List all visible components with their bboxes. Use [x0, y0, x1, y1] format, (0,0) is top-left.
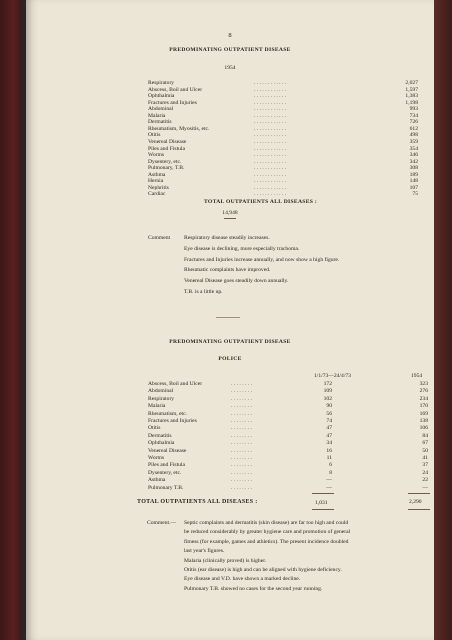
leader-dots: . . . . . . . .: [231, 484, 252, 491]
leader-dots: . . . . . . . .: [231, 381, 252, 387]
section2-total-label: TOTAL OUTPATIENTS ALL DISEASES :: [137, 499, 258, 505]
table-row-label: Hernia: [148, 178, 164, 185]
table-cell-col1: 47: [326, 425, 332, 432]
table-row-label: Pulmonary T.B.: [148, 484, 184, 491]
table-row-label: Rheumatism, etc.: [148, 410, 187, 417]
leader-dots: . . . . . . . .: [231, 447, 252, 454]
comment-line: Septic complaints and dermatitis (skin disease) are far too high and could: [184, 520, 349, 526]
section1-total-value: 14,948: [222, 210, 238, 216]
leader-dots: . . . . . . . . . . . .: [254, 184, 287, 191]
table-row-label: Otitis: [148, 132, 161, 139]
table-row-value: 1,198: [405, 99, 418, 106]
table-row-value: 346: [409, 152, 418, 159]
section2-col2-header: 1954: [411, 373, 423, 379]
table-row-label: Dermatitis: [148, 119, 172, 126]
table-row-label: Worms: [148, 455, 165, 461]
table-row-value: 993: [409, 106, 418, 113]
section1-year: 1954: [224, 65, 236, 71]
table-row-value: 75: [412, 191, 418, 198]
table-row-label: Ophthalmia: [148, 440, 175, 447]
comment-line: Fractures and Injuries increase annually, and now show a high figure.: [184, 256, 340, 263]
table-row-label: Venereal Disease: [148, 447, 187, 454]
table-cell-col1: 102: [323, 395, 332, 402]
table-cell-col2: 24: [422, 469, 428, 476]
table-cell-col1: 6: [329, 462, 332, 469]
table-row-label: Dermatitis: [148, 432, 172, 439]
table-row-value: 612: [409, 125, 418, 132]
comment1-label: Comment: [148, 235, 171, 241]
leader-dots: . . . . . . . . . . . .: [254, 106, 287, 113]
leader-dots: . . . . . . . . . . . .: [254, 80, 287, 86]
section2-col1-header: 1/1/73—24/4/73: [314, 373, 351, 379]
comment-line: fitness (for example, games and athletics). The present incidence doubled: [184, 538, 349, 545]
table-cell-col2: 234: [419, 395, 428, 402]
table-cell-col1: 56: [326, 410, 332, 417]
table-row-value: 1,383: [405, 93, 418, 100]
table-row-label: Malaria: [148, 112, 166, 119]
table-row-label: Asthma: [148, 171, 166, 178]
comment-line: Rheumatic complaints have improved.: [184, 267, 271, 274]
table-row-label: Abdominal: [148, 106, 174, 113]
table-row-label: Fractures and Injuries: [148, 99, 197, 106]
table-row-label: Respiratory: [148, 395, 175, 402]
book-edge-right: [434, 0, 452, 640]
table-cell-col1: 34: [326, 440, 332, 447]
comment-line: be reduced considerably by greater hygiene care and promotion of general: [184, 529, 351, 536]
table-row-label: Fractures and Injuries: [148, 418, 197, 424]
table-row-value: 148: [409, 178, 418, 185]
comment-line: Respiratory disease steadily increases.: [184, 235, 270, 241]
comment-line: Otitis (ear disease) is high and can be aligned with hygiene deficiency.: [184, 567, 342, 573]
page-number: 8: [228, 32, 232, 39]
leader-dots: . . . . . . . .: [231, 432, 252, 439]
leader-dots: . . . . . . . .: [231, 403, 252, 410]
section1-title: PREDOMINATING OUTPATIENT DISEASE: [169, 47, 291, 53]
leader-dots: . . . . . . . . . . . .: [254, 165, 287, 172]
comment-line: T.B. is a little up.: [184, 289, 223, 295]
comment-line: Eye disease and V.D. have shown a marked decline.: [184, 576, 301, 583]
leader-dots: . . . . . . . . . . . .: [254, 145, 287, 152]
table-row-label: Abscess, Boil and Ulcer: [148, 86, 203, 93]
leader-dots: . . . . . . . .: [231, 410, 252, 417]
table-cell-col1: 47: [326, 432, 332, 439]
section2-col1-total-rule: [312, 509, 334, 510]
comment-line: Venereal Disease goes steadily down annually.: [184, 278, 289, 285]
leader-dots: . . . . . . . .: [231, 455, 252, 461]
book-edge-left: [0, 0, 22, 640]
table-row-value: 342: [409, 158, 418, 165]
section2-col1-rule: [312, 493, 334, 494]
table-row-value: 2,027: [405, 80, 418, 86]
leader-dots: . . . . . . . . . . . .: [254, 86, 287, 93]
table-row-value: 726: [409, 119, 418, 126]
table-row-value: 359: [409, 138, 418, 145]
comment-line: last year's figures.: [184, 548, 225, 555]
comment-line: Pulmonary T.B. showed no cases for the second year running.: [184, 585, 323, 592]
table-row-label: Dysentery, etc.: [148, 158, 182, 165]
table-cell-col1: 16: [326, 447, 332, 454]
leader-dots: . . . . . . . . . . . .: [254, 93, 287, 100]
leader-dots: . . . . . . . . . . . .: [254, 152, 287, 159]
leader-dots: . . . . . . . .: [231, 395, 252, 402]
table-row-label: Rheumatism, Myositis, etc.: [148, 125, 210, 132]
table-row-label: Abdominal: [148, 388, 174, 395]
table-cell-col2: 37: [422, 462, 428, 469]
section2-title: PREDOMINATING OUTPATIENT DISEASE: [169, 339, 291, 345]
table-row-label: Nephritis: [148, 184, 169, 191]
table-cell-col2: 170: [419, 403, 428, 410]
comment-line: Malaria (clinically proved) is higher.: [184, 557, 267, 564]
table-row-value: 354: [409, 145, 418, 152]
table-row-label: Otitis: [148, 425, 161, 432]
leader-dots: . . . . . . . . . . . .: [254, 191, 287, 198]
table-row-label: Malaria: [148, 403, 166, 410]
table-cell-col1: 74: [326, 418, 332, 424]
leader-dots: . . . . . . . . . . . .: [254, 119, 287, 126]
leader-dots: . . . . . . . . . . . .: [254, 99, 287, 106]
leader-dots: . . . . . . . .: [231, 425, 252, 432]
leader-dots: . . . . . . . . . . . .: [254, 138, 287, 145]
table-cell-col2: 67: [422, 440, 428, 447]
table-row-value: 734: [409, 112, 418, 119]
leader-dots: . . . . . . . . . . . .: [254, 171, 287, 178]
leader-dots: . . . . . . . .: [231, 388, 252, 395]
table-cell-col2: 169: [419, 410, 428, 417]
table-cell-col1: 90: [326, 403, 332, 410]
table-cell-col2: 50: [422, 447, 428, 454]
leader-dots: . . . . . . . .: [231, 440, 252, 447]
table-cell-col1: 109: [323, 388, 332, 395]
section2-subtitle: POLICE: [218, 356, 242, 362]
table-cell-col1: 11: [326, 455, 332, 461]
section-divider: [216, 317, 240, 318]
table-cell-col2: 276: [419, 388, 428, 395]
table-cell-col2: 84: [422, 432, 428, 439]
table-cell-col1: —: [326, 477, 332, 484]
document-page: [26, 0, 434, 640]
leader-dots: . . . . . . . . . . . .: [254, 132, 287, 139]
table-row-label: Dysentery, etc.: [148, 469, 182, 476]
table-cell-col1: 172: [323, 381, 332, 387]
table-row-label: Pulmonary, T.B.: [148, 165, 185, 172]
table-row-label: Venereal Disease: [148, 138, 187, 145]
section1-total-rule: [224, 218, 236, 219]
leader-dots: . . . . . . . . . . . .: [254, 158, 287, 165]
leader-dots: . . . . . . . . . . . .: [254, 125, 287, 132]
table-cell-col2: 106: [419, 425, 428, 432]
comment-line: Eye disease is declining, more especially trachoma.: [184, 245, 300, 252]
table-cell-col2: 323: [419, 381, 428, 387]
table-cell-col1: —: [326, 484, 332, 491]
table-row-label: Piles and Fistula: [148, 145, 185, 152]
table-row-label: Respiratory: [148, 80, 175, 86]
section2-total-v1: 1,031: [315, 500, 328, 506]
table-row-label: Cardiac: [148, 191, 166, 198]
leader-dots: . . . . . . . .: [231, 418, 252, 424]
table-row-value: 1,597: [405, 86, 418, 93]
table-row-label: Piles and Fistula: [148, 462, 185, 469]
table-row-value: 308: [409, 165, 418, 172]
leader-dots: . . . . . . . .: [231, 462, 252, 469]
leader-dots: . . . . . . . . . . . .: [254, 112, 287, 119]
table-cell-col2: 138: [419, 418, 428, 424]
table-row-label: Asthma: [148, 477, 166, 484]
leader-dots: . . . . . . . . . . . .: [254, 178, 287, 185]
section2-total-v2: 2,290: [409, 499, 422, 505]
table-row-label: Ophthalmia: [148, 93, 175, 100]
table-row-label: Abscess, Boil and Ulcer: [148, 381, 203, 387]
table-cell-col2: 41: [422, 455, 428, 461]
table-row-value: 189: [409, 171, 418, 178]
table-cell-col1: 8: [329, 469, 332, 476]
section2-col2-total-rule: [408, 509, 430, 510]
leader-dots: . . . . . . . .: [231, 477, 252, 484]
table-row-label: Worms: [148, 152, 165, 159]
leader-dots: . . . . . . . .: [231, 469, 252, 476]
table-cell-col2: —: [422, 484, 428, 491]
table-cell-col2: 22: [422, 477, 428, 484]
table-row-value: 498: [409, 132, 418, 139]
comment2-label: Comment.—: [147, 520, 177, 526]
section1-total-label: TOTAL OUTPATIENTS ALL DISEASES :: [204, 199, 318, 205]
section2-col2-rule: [408, 493, 430, 494]
table-row-value: 107: [409, 184, 418, 191]
